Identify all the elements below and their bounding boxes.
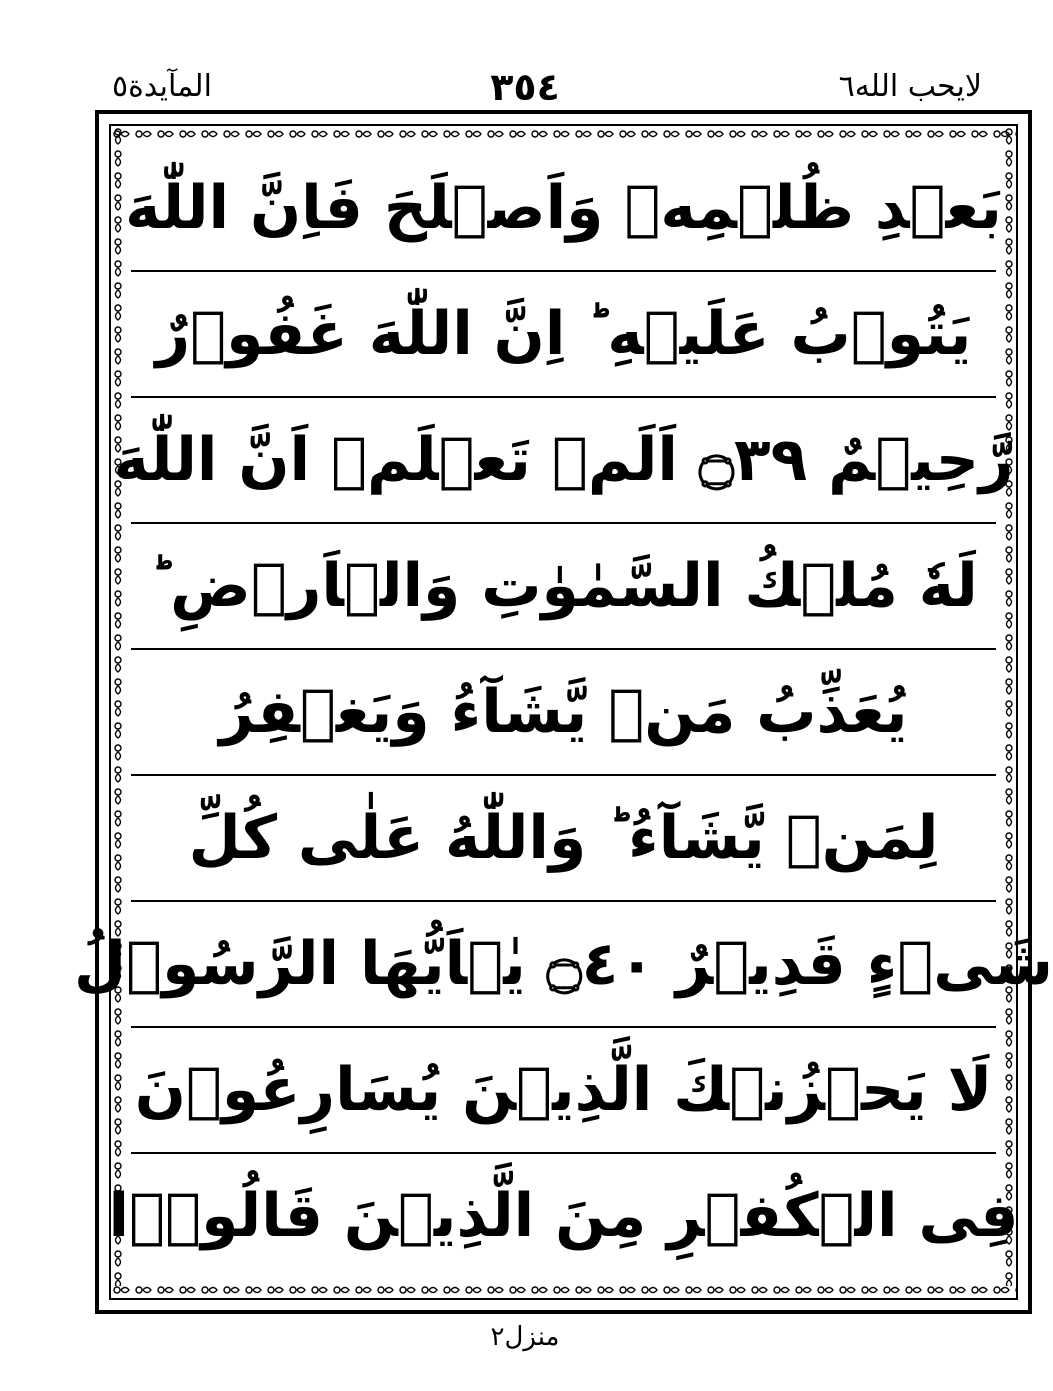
frame-inner-border [74, 124, 1053, 1300]
verse-line: شَىۡءٍ قَدِيۡرٌ ۝٤٠ يٰۤاَيُّهَا الرَّسُوۡلُ [131, 900, 996, 1026]
juz-name: لايحب الله٦ [838, 69, 982, 104]
verse-line: لَا يَحۡزُنۡكَ الَّذِيۡنَ يُسَارِعُوۡنَ [131, 1026, 996, 1152]
verse-lines [74, 146, 1053, 1278]
ornament-pattern-icon [111, 126, 1016, 142]
bottom-ornament-border [111, 1280, 1016, 1300]
top-ornament-border [111, 124, 1016, 144]
ornament-pattern-icon [111, 1282, 1016, 1298]
page-header [0, 62, 1050, 112]
manzil-footer: منزل٢ [490, 1322, 560, 1352]
verse-line: لَهٗ مُلۡكُ السَّمٰوٰتِ وَالۡاَرۡضِ ؕ [131, 522, 996, 648]
verse-line: فِى الۡكُفۡرِ مِنَ الَّذِيۡنَ قَالُوۡۤا [131, 1152, 996, 1278]
verse-line: يُعَذِّبُ مَنۡ يَّشَآءُ وَيَغۡفِرُ [131, 648, 996, 774]
verse-line: بَعۡدِ ظُلۡمِهٖ وَاَصۡلَحَ فَاِنَّ اللّٰهَ [125, 173, 1002, 243]
surah-name: المآيدة٥ [112, 69, 212, 104]
left-ornament-border [109, 126, 127, 1298]
right-ornament-border [1000, 126, 1018, 1298]
verse-line: يَتُوۡبُ عَلَيۡهِ ؕ اِنَّ اللّٰهَ غَفُوۡرٌ [131, 270, 996, 396]
page-number: ٣٥٤ [490, 65, 560, 109]
verse-line: لِمَنۡ يَّشَآءُ ؕ وَاللّٰهُ عَلٰى كُلِّ [131, 774, 996, 900]
ornament-pattern-icon [1000, 126, 1018, 1286]
ornament-pattern-icon [109, 126, 127, 1286]
verse-line: رَّحِيۡمٌ ۝٣٩ اَلَمۡ تَعۡلَمۡ اَنَّ اللّٰهَ [131, 396, 996, 522]
page-frame [74, 110, 1053, 1314]
